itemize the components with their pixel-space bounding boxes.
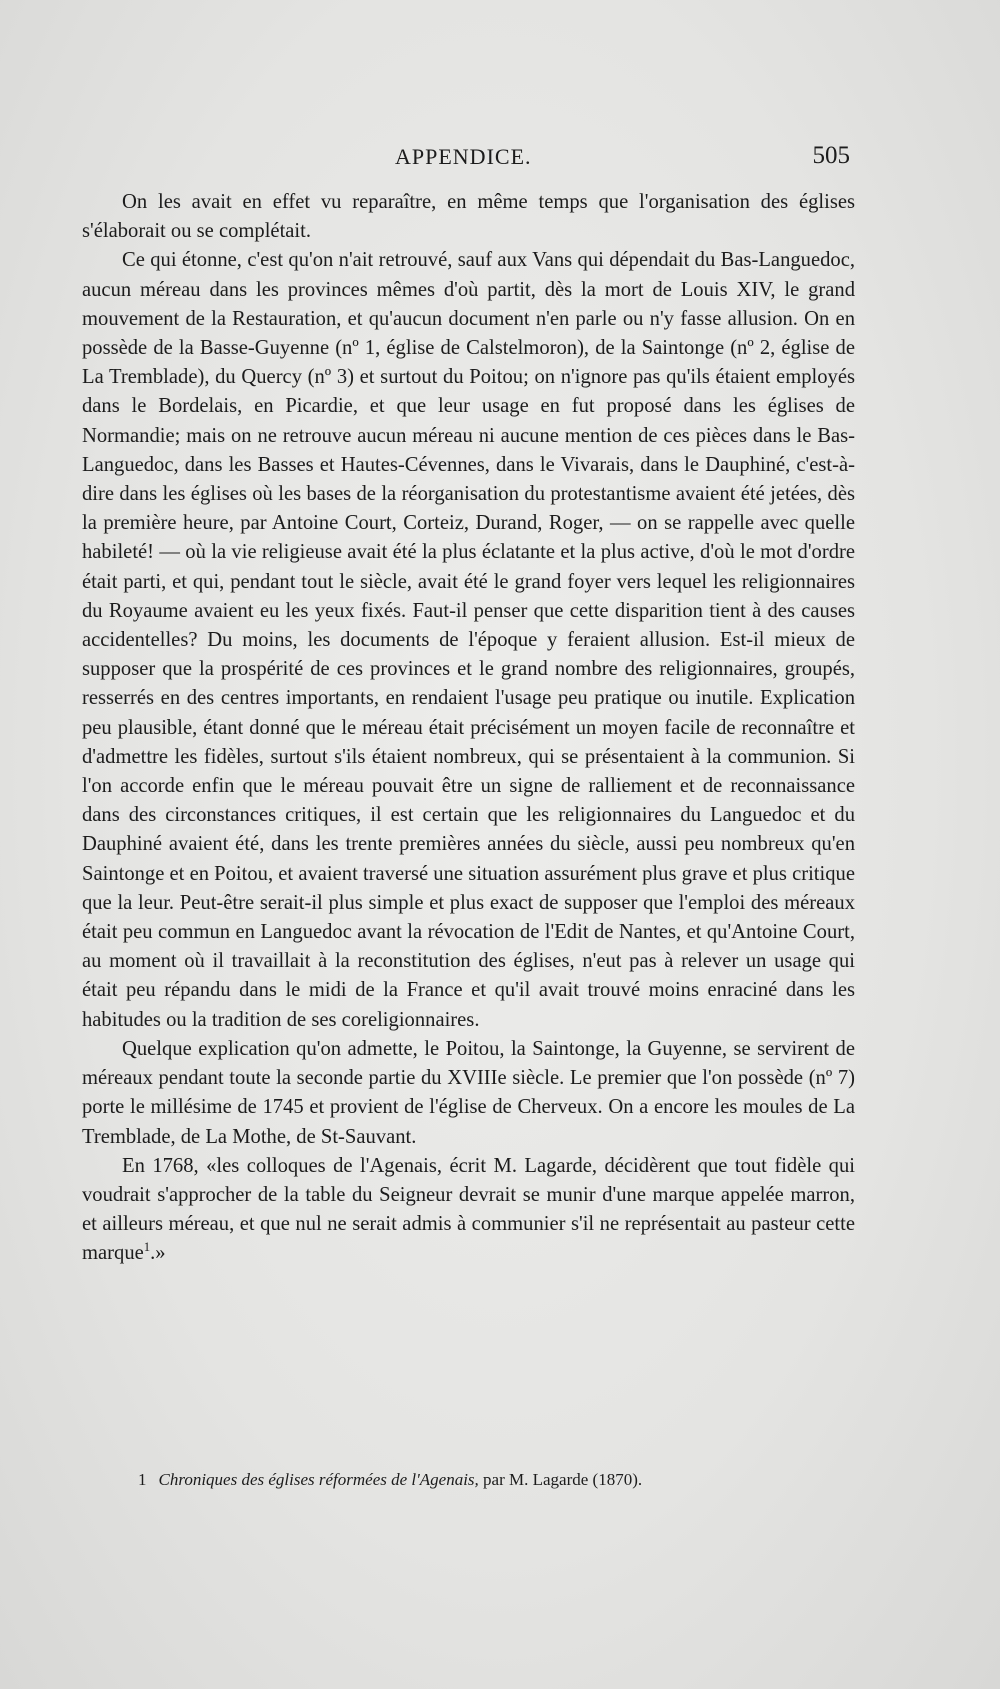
footnote-reference[interactable]: 1: [143, 1240, 151, 1255]
footnote-marker: 1: [138, 1470, 147, 1489]
paragraph-3: Quelque explication qu'on admette, le Poitou, la Saintonge, la Guyenne, se servirent de méreaux pendant toute la seconde partie du XVIIIe siècle. Le premier que l'on possède (nº 7) porte le millésime de 1745 et provient de l'église de Cherveux. On a encore les moules de La Tremblade, de La Mothe, de St-Sauvant.: [82, 1037, 855, 1148]
body-text: [82, 188, 855, 1269]
page-number: 505: [812, 142, 850, 169]
paragraph-2: Ce qui étonne, c'est qu'on n'ait retrouvé, sauf aux Vans qui dépendait du Bas-Languedoc, aucun méreau dans les provinces mêmes d'où partit, dès la mort de Louis XIV, le grand mouvement de la Restauration, et qu'aucun document n'en parle ou n'y fasse allusion. On en possède de la Basse-Guyenne (nº 1, église de Calstelmoron), de la Saintonge (nº 2, église de La Tremblade), du Quercy (nº 3) et surtout du Poitou; on n'ignore pas qu'ils étaient employés dans le Bordelais, en Picardie, et que leur usage en fut proposé dans les églises de Normandie; mais on ne retrouve aucun méreau ni aucune mention de ces pièces dans le Bas-Languedoc, dans les Basses et Hautes-Cévennes, dans le Vivarais, dans le Dauphiné, c'est-à-dire dans les églises où les bases de la réorganisation du protestantisme avaient été jetées, dès la première heure, par Antoine Court, Corteiz, Durand, Roger, — on se rappelle avec quelle habileté! — où la vie religieuse avait été la plus éclatante et la plus active, d'où le mot d'ordre était parti, et qui, pendant tout le siècle, avait été le grand foyer vers lequel les religionnaires du Royaume avaient eu les yeux fixés. Faut-il penser que cette disparition tient à des causes accidentelles? Du moins, les documents de l'époque y feraient allusion. Est-il mieux de supposer que la prospérité de ces provinces et le grand nombre des religionnaires, groupés, resserrés en des centres importants, en rendaient l'usage peu pratique ou inutile. Explication peu plausible, étant donné que le méreau était précisément un moyen facile de reconnaître et d'admettre les fidèles, surtout s'ils étaient nombreux, qui se présentaient à la communion. Si l'on accorde enfin que le méreau pouvait être un signe de ralliement et de reconnaissance dans des circonstances critiques, il est certain que les religionnaires du Languedoc et du Dauphiné avaient été, dans les trente premières années du siècle, aussi peu nombreux qu'en Saintonge et en Poitou, et avaient traversé une situation assurément plus grave et plus critique que la leur. Peut-être serait-il plus simple et plus exact de supposer que l'emploi des méreaux était peu commun en Languedoc avant la révocation de l'Edit de Nantes, et qu'Antoine Court, au moment où il travaillait à la reconstitution des églises, n'eut pas à relever un usage qui était peu répandu dans le midi de la France et qu'il avait trouvé moins enraciné dans les habitudes ou la tradition de ses coreligionnaires.: [82, 249, 855, 1031]
paragraph-1: On les avait en effet vu reparaître, en même temps que l'organisation des églises s'élaborait ou se complétait.: [82, 191, 855, 243]
paragraph-4: [82, 1152, 855, 1269]
footnote-author: par M. Lagarde (1870).: [478, 1470, 643, 1489]
footnote: [138, 1469, 858, 1491]
running-title: APPENDICE.: [395, 144, 532, 169]
paragraph-4-closing: .»: [150, 1242, 166, 1265]
running-head: [0, 140, 1000, 176]
paragraph-4-text: En 1768, «les colloques de l'Agenais, écrit M. Lagarde, décidèrent que tout fidèle qui voudrait s'approcher de la table du Seigneur devrait se munir d'une marque appelée marron, et ailleurs méreau, et que nul ne serait admis à communier s'il ne représentait au pasteur cette marque: [82, 1154, 855, 1265]
footnote-work-title: Chroniques des églises réformées de l'Agenais,: [158, 1470, 479, 1489]
